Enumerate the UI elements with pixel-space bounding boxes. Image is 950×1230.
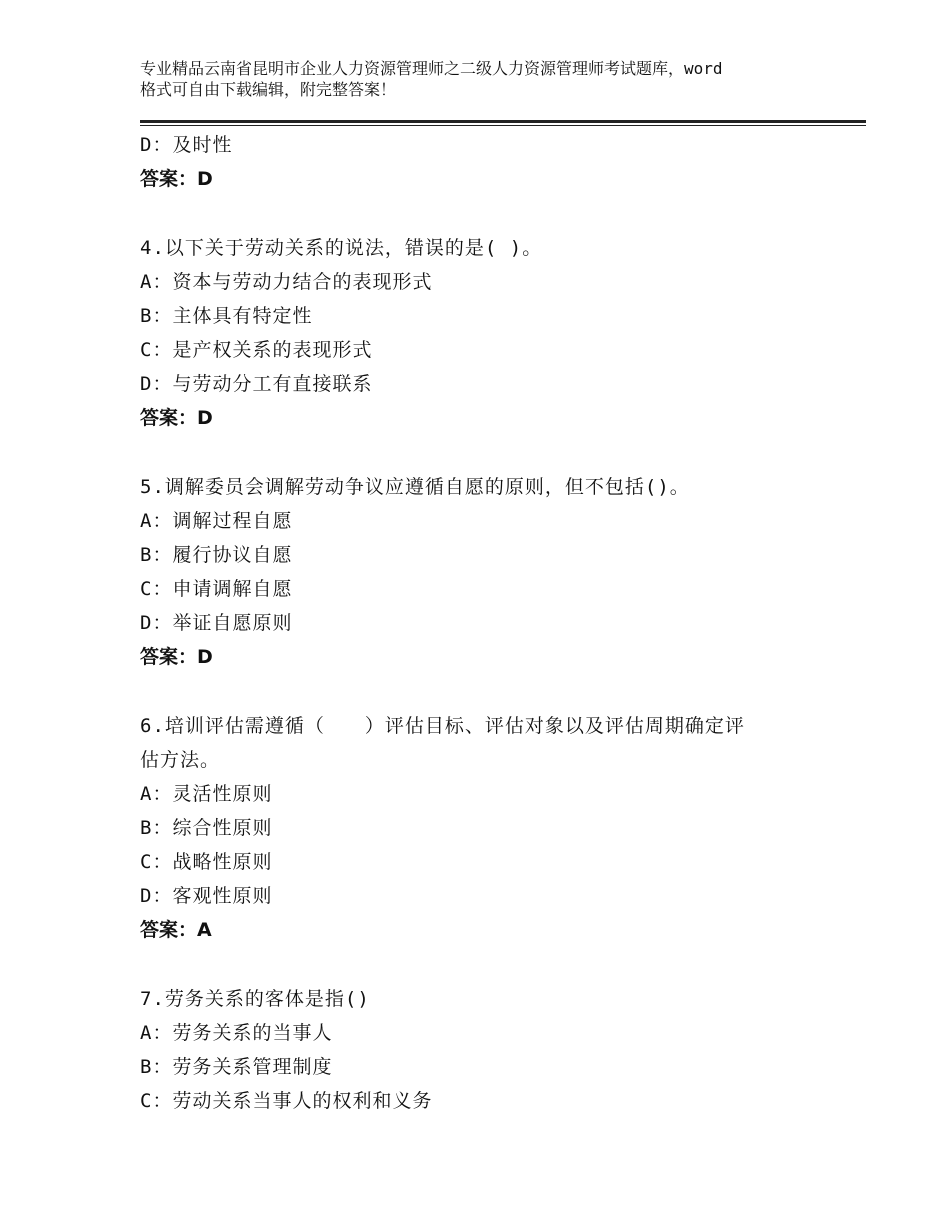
header-divider-thin	[140, 125, 866, 126]
header-line-1: 专业精品云南省昆明市企业人力资源管理师之二级人力资源管理师考试题库，word	[140, 59, 723, 78]
question-list	[140, 128, 840, 1118]
answer: 答案：A	[140, 919, 212, 941]
option-a: A：调解过程自愿	[140, 510, 293, 532]
option-a: A：劳务关系的当事人	[140, 1022, 333, 1044]
option-c: C：战略性原则	[140, 851, 273, 873]
option-c: C：劳动关系当事人的权利和义务	[140, 1090, 433, 1112]
option-a: A：资本与劳动力结合的表现形式	[140, 271, 433, 293]
previous-question-tail	[140, 128, 840, 196]
question-text: 5.调解委员会调解劳动争议应遵循自愿的原则，但不包括()。	[140, 476, 690, 498]
header-line-2: 格式可自由下载编辑，附完整答案！	[140, 80, 397, 99]
question-6	[140, 709, 840, 947]
option-b: B：综合性原则	[140, 817, 273, 839]
option-b: B：主体具有特定性	[140, 305, 313, 327]
option-c: C：申请调解自愿	[140, 578, 293, 600]
question-4	[140, 231, 840, 435]
question-text: 4.以下关于劳动关系的说法，错误的是( )。	[140, 237, 543, 259]
document-header	[140, 58, 840, 100]
option-c: C：是产权关系的表现形式	[140, 339, 373, 361]
option-d: D：举证自愿原则	[140, 612, 293, 634]
answer: 答案：D	[140, 407, 213, 429]
answer: 答案：D	[140, 168, 213, 190]
header-divider-thick	[140, 120, 866, 123]
question-text-line-1: 6.培训评估需遵循（ ）评估目标、评估对象以及评估周期确定评	[140, 715, 745, 737]
option-d: D：客观性原则	[140, 885, 273, 907]
option-b: B：履行协议自愿	[140, 544, 293, 566]
option-a: A：灵活性原则	[140, 783, 273, 805]
question-text: 7.劳务关系的客体是指()	[140, 988, 370, 1010]
question-7	[140, 982, 840, 1118]
option-b: B：劳务关系管理制度	[140, 1056, 333, 1078]
question-5	[140, 470, 840, 674]
option-d: D：与劳动分工有直接联系	[140, 373, 373, 395]
question-text-line-2: 估方法。	[140, 749, 221, 771]
option-d: D：及时性	[140, 134, 233, 156]
answer: 答案：D	[140, 646, 213, 668]
